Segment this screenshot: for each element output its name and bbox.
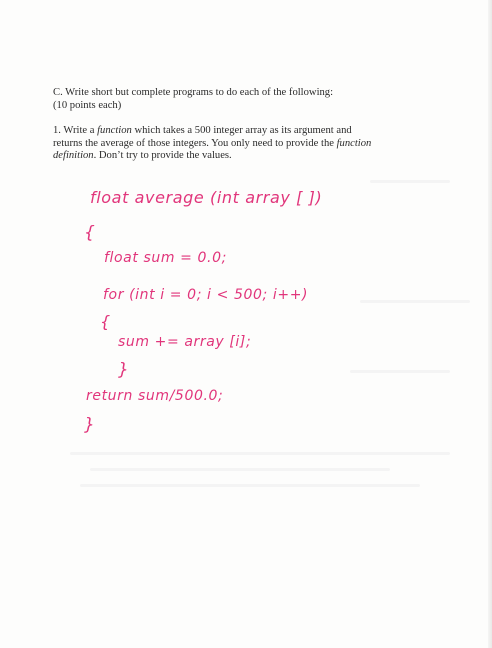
answer-loop-open-brace: { [100,312,111,331]
question-text [53,125,413,163]
answer-loop-body: sum += array [i]; [118,334,252,350]
question-text-part: 1. Write a [53,125,98,136]
bleed-through-mark [360,300,470,303]
question-text-part: returns the average of those integers. You only need to provide the [53,137,337,149]
question-line-2 [53,138,413,151]
answer-sum-declaration: float sum = 0.0; [104,250,227,266]
question-text-part: which takes a 500 integer array as its argument and [131,125,352,136]
question-line-3 [53,150,413,163]
emphasis-function: function [336,137,372,149]
bleed-through-mark [90,468,390,471]
bleed-through-mark [350,370,450,373]
answer-loop-close-brace: } [118,360,130,380]
answer-function-header: float average (int array [ ]) [90,188,323,207]
answer-for-loop: for (int i = 0; i < 500; i++) [103,287,309,303]
question-text-part: . Don’t try to provide the values. [93,150,232,161]
answer-open-brace: { [84,223,96,243]
points-note: (10 points each) [53,100,122,111]
answer-close-brace: } [84,415,96,435]
emphasis-function: function [97,125,132,136]
bleed-through-mark [70,452,450,455]
question-line-1 [53,125,413,138]
emphasis-definition: definition [53,150,94,161]
bleed-through-mark [80,484,420,487]
page-edge-shadow [488,0,492,648]
bleed-through-mark [370,180,450,183]
section-heading: C. Write short but complete programs to do each of the following: [53,87,334,98]
answer-return-statement: return sum/500.0; [86,388,224,404]
